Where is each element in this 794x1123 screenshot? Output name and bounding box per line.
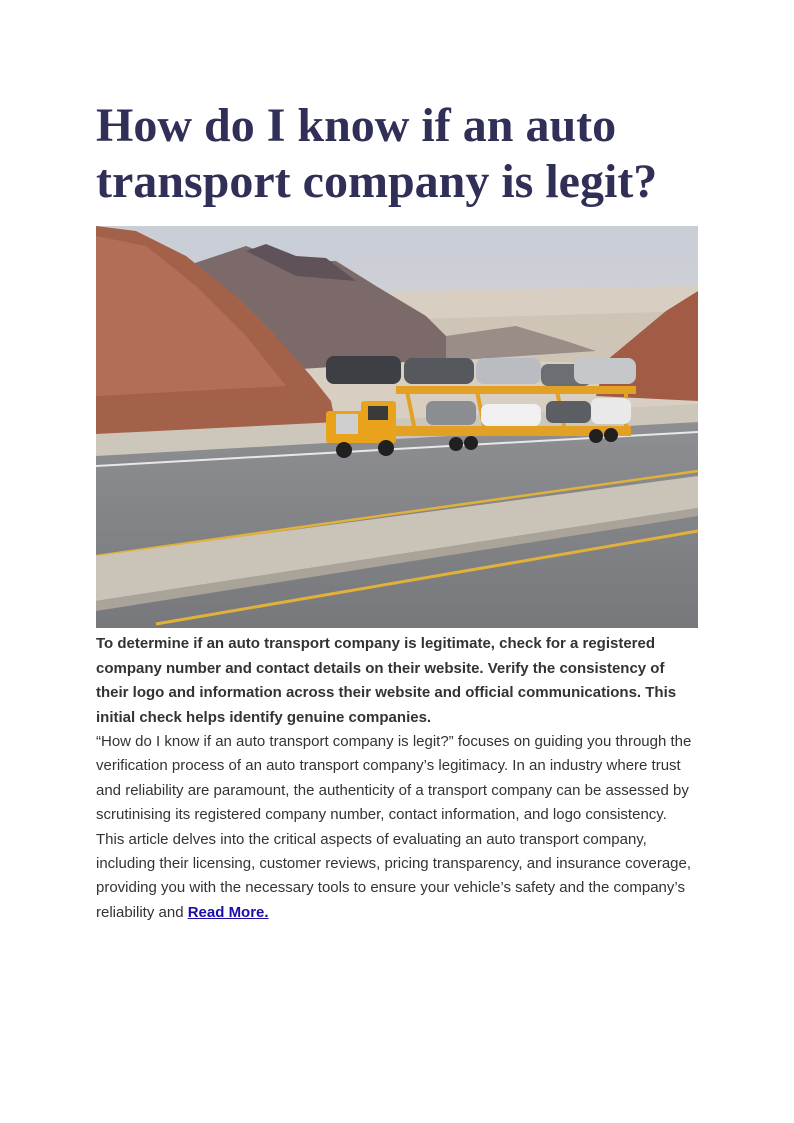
- article-body-text: “How do I know if an auto transport company is legit?” focuses on guiding you through the verification process of an auto transport company’s legitimacy. In an industry where trust and reliability are paramount, the authenticity of a transport company can be assessed by scrutinising its registered company number, contact information, and logo consistency. This article delves into the critical aspects of evaluating an auto transport company, including their licensing, customer reviews, pricing transparency, and insurance coverage, providing you with the necessary tools to ensure your vehicle’s safety and the company’s reliability and: [96, 733, 692, 921]
- article-title: How do I know if an auto transport company is legit?: [96, 99, 658, 208]
- article-lead-summary: To determine if an auto transport company is legitimate, check for a registered company number and contact details on their website. Verify the consistency of their logo and information across their website and official communications. This initial check helps identify genuine companies.: [96, 635, 677, 726]
- hero-image-car-carrier-truck: [96, 226, 698, 628]
- article-body-paragraph: [96, 730, 698, 925]
- read-more-link[interactable]: Read More.: [187, 903, 269, 921]
